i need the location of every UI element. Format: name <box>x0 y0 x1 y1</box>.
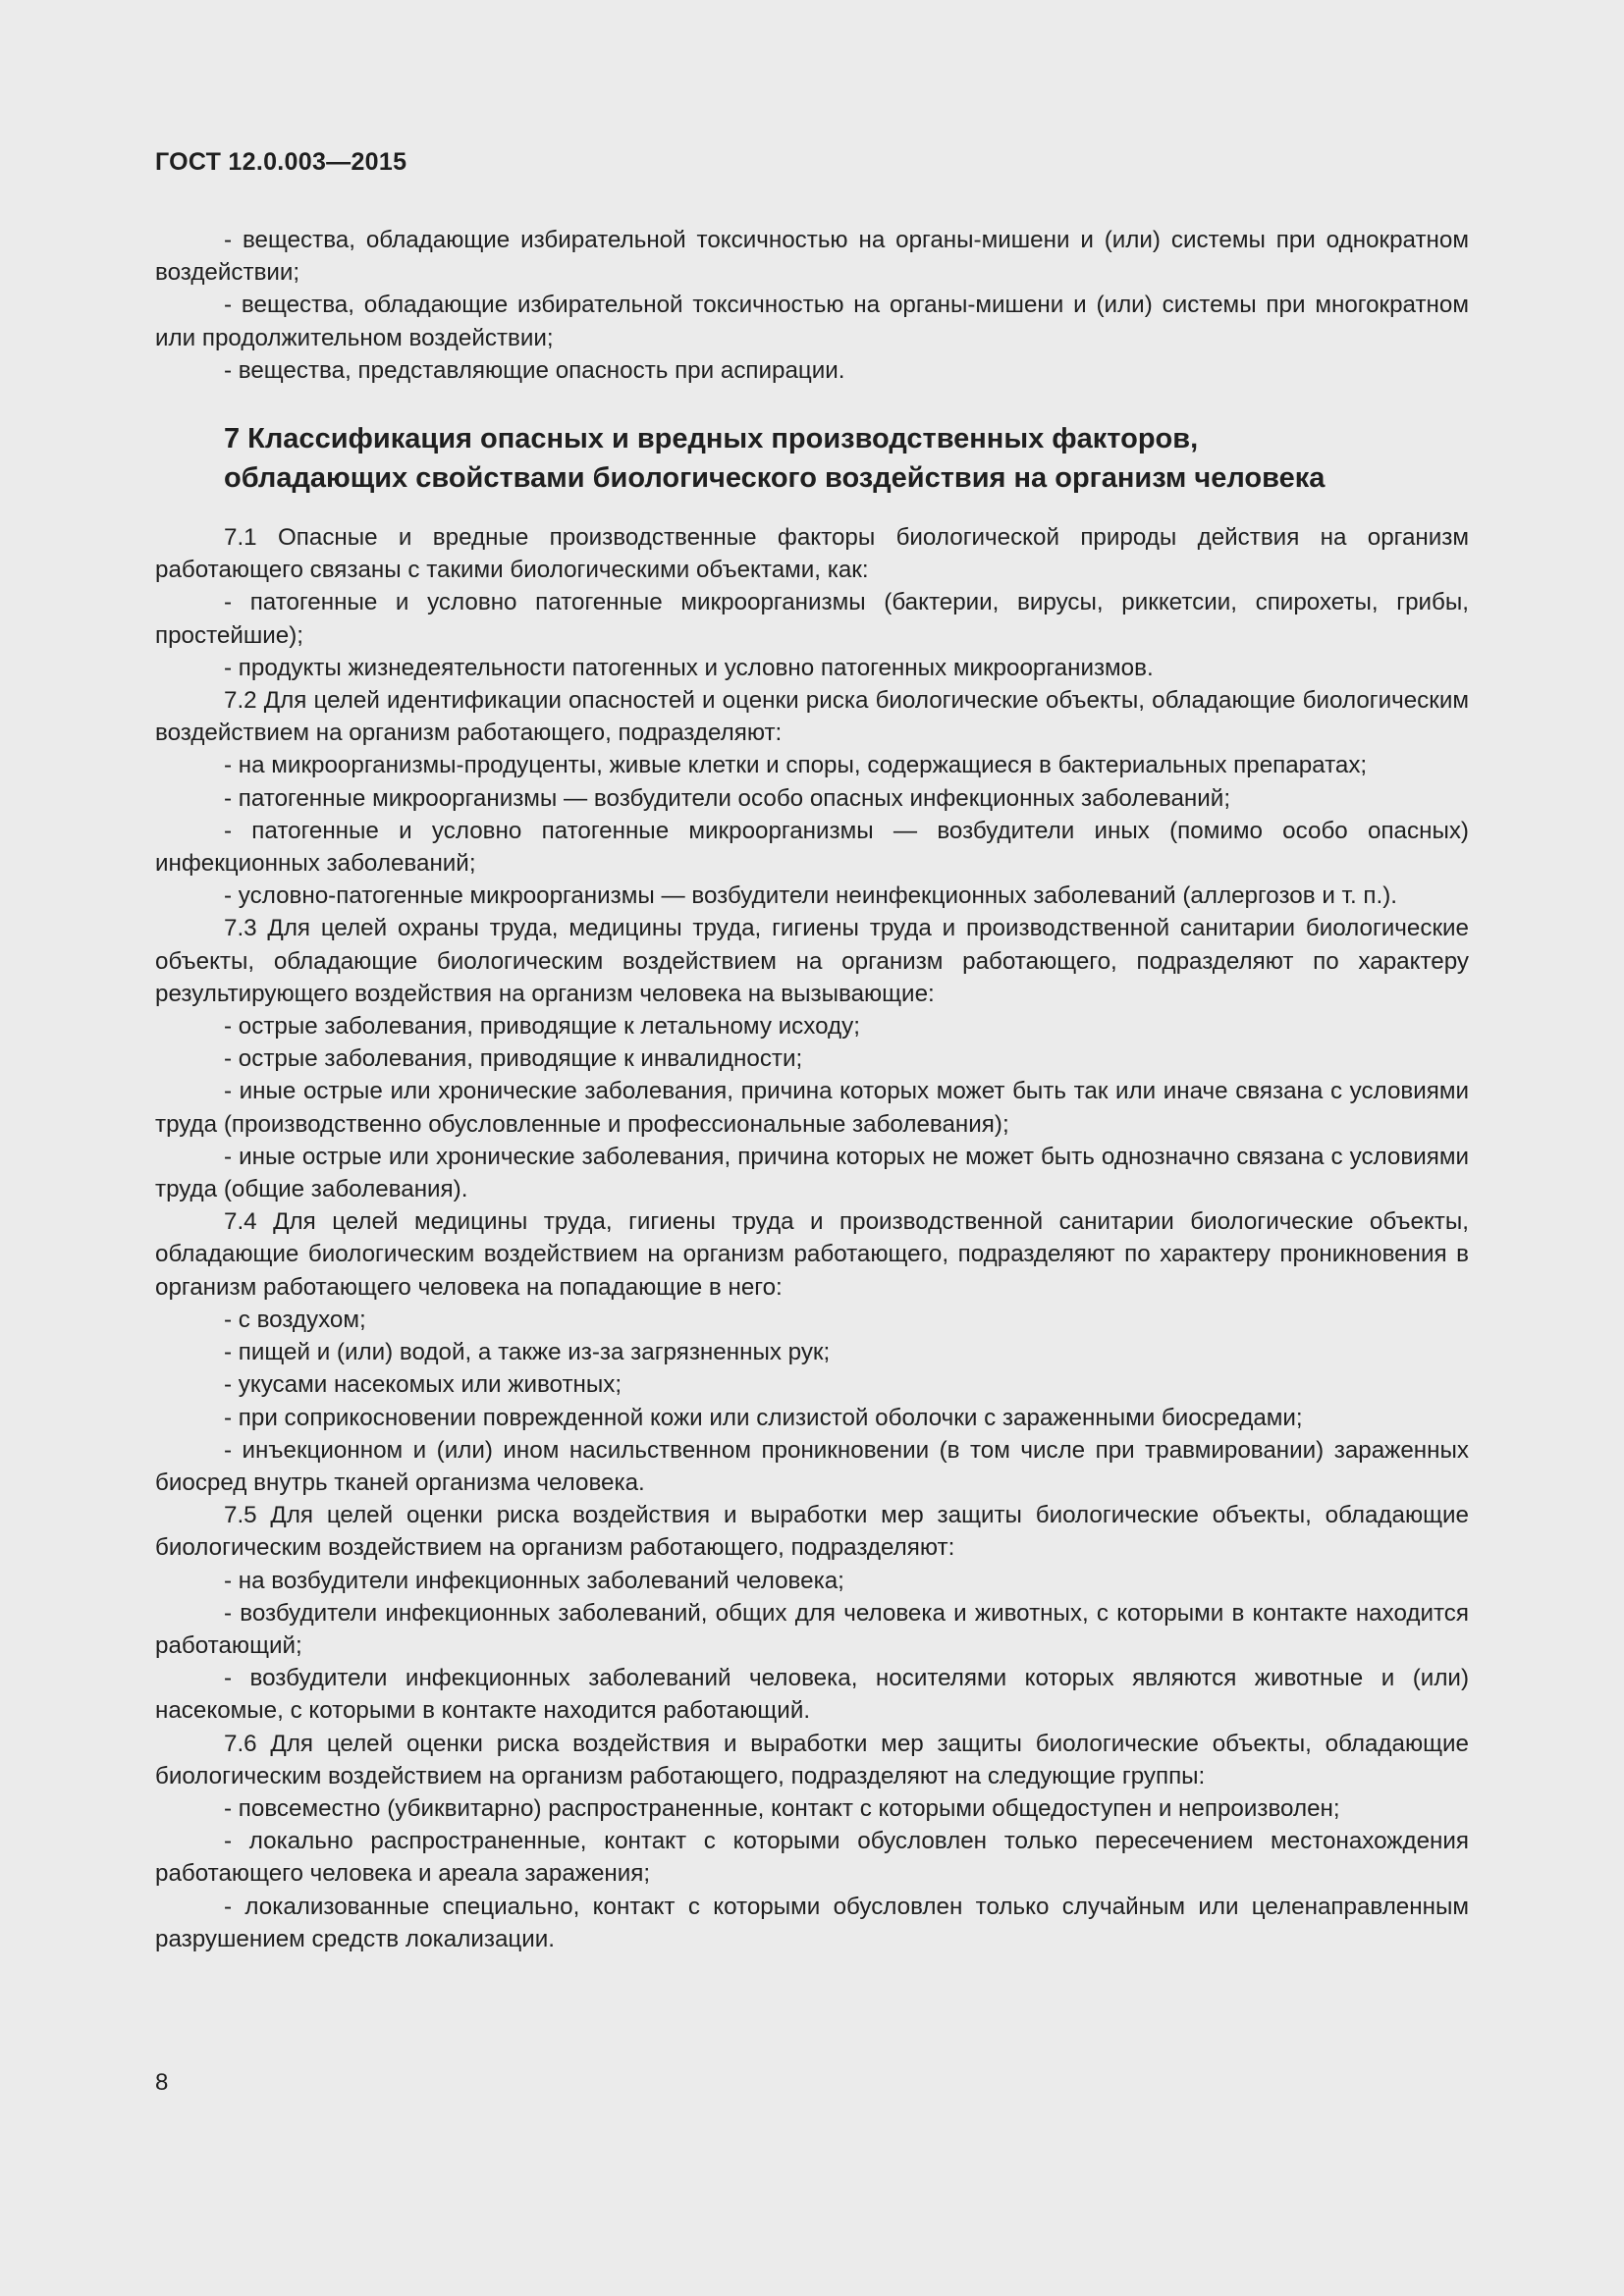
intro-item: - вещества, обладающие избирательной токсичностью на органы-мишени и (или) системы при многократном или продолжительном воздействии; <box>155 292 1469 351</box>
paragraph: - возбудители инфекционных заболеваний человека, носителями которых являются животные и (или) насекомые, с которыми в контакте находится работающий. <box>155 1665 1469 1725</box>
paragraph: - повсеместно (убиквитарно) распространенные, контакт с которыми общедоступен и непроизволен; <box>224 1794 1340 1822</box>
paragraph: 7.1 Опасные и вредные производственные факторы биологической природы действия на организм работающего связаны с такими биологическими объектами, как: <box>155 524 1469 584</box>
paragraph: - иные острые или хронические заболевания, причина которых не может быть однозначно связана с условиями труда (общие заболевания). <box>155 1143 1469 1203</box>
paragraph: - острые заболевания, приводящие к летальному исходу; <box>224 1013 860 1041</box>
paragraph: 7.6 Для целей оценки риска воздействия и выработки мер защиты биологические объекты, обладающие биологическим воздействием на организм работающего, подразделяют на следующие группы: <box>155 1730 1469 1789</box>
paragraph: - локализованные специально, контакт с которыми обусловлен только случайным или целенаправленным разрушением средств локализации. <box>155 1893 1469 1952</box>
paragraph: - на микроорганизмы-продуценты, живые клетки и споры, содержащиеся в бактериальных препаратах; <box>224 752 1368 779</box>
paragraph: - инъекционном и (или) ином насильственном проникновении (в том числе при травмировании) зараженных биосред внутрь тканей организма человека. <box>155 1436 1469 1496</box>
intro-item: - вещества, представляющие опасность при аспирации. <box>224 356 845 384</box>
paragraph: 7.3 Для целей охраны труда, медицины труда, гигиены труда и производственной санитарии биологические объекты, обладающие биологическим воздействием на организм работающего, подразделяют по характеру результирующего воздействия на организм человека на вызывающие: <box>155 915 1469 1007</box>
paragraph: - патогенные микроорганизмы — возбудители особо опасных инфекционных заболеваний; <box>224 784 1231 812</box>
document-header: ГОСТ 12.0.003—2015 <box>155 148 407 176</box>
paragraph: 7.5 Для целей оценки риска воздействия и выработки мер защиты биологические объекты, обладающие биологическим воздействием на организм работающего, подразделяют: <box>155 1502 1469 1562</box>
paragraph: - при соприкосновении поврежденной кожи или слизистой оболочки с зараженными биосредами; <box>224 1404 1303 1431</box>
paragraph: - иные острые или хронические заболевания, причина которых может быть так или иначе связана с условиями труда (производственно обусловленные и профессиональные заболевания); <box>155 1078 1469 1138</box>
paragraph: - острые заболевания, приводящие к инвалидности; <box>224 1045 803 1073</box>
paragraph: - патогенные и условно патогенные микроорганизмы (бактерии, вирусы, риккетсии, спирохеты, грибы, простейшие); <box>155 589 1469 649</box>
body-text <box>155 224 1469 1955</box>
paragraph: 7.4 Для целей медицины труда, гигиены труда и производственной санитарии биологические объекты, обладающие биологическим воздействием на организм работающего, подразделяют по характеру проникновения в организм работающего человека на попадающие в него: <box>155 1208 1469 1301</box>
section-title: 7 Классификация опасных и вредных производственных факторов, обладающих свойствами биологического воздействия на организм человека <box>224 423 1326 495</box>
paragraph: 7.2 Для целей идентификации опасностей и оценки риска биологические объекты, обладающие биологическим воздействием на организм работающего, подразделяют: <box>155 687 1469 747</box>
paragraph: - условно-патогенные микроорганизмы — возбудители неинфекционных заболеваний (аллергозов и т. п.). <box>224 882 1397 910</box>
paragraph: - патогенные и условно патогенные микроорганизмы — возбудители иных (помимо особо опасных) инфекционных заболеваний; <box>155 817 1469 878</box>
paragraph: - с воздухом; <box>224 1306 366 1333</box>
paragraph: - локально распространенные, контакт с которыми обусловлен только пересечением местонахождения работающего человека и ареала заражения; <box>155 1828 1469 1888</box>
paragraph: - на возбудители инфекционных заболеваний человека; <box>224 1567 844 1594</box>
paragraph: - пищей и (или) водой, а также из-за загрязненных рук; <box>224 1339 831 1366</box>
paragraph: - продукты жизнедеятельности патогенных и условно патогенных микроорганизмов. <box>224 654 1154 681</box>
paragraph: - возбудители инфекционных заболеваний, общих для человека и животных, с которыми в контакте находится работающий; <box>155 1599 1469 1659</box>
paragraph: - укусами насекомых или животных; <box>224 1371 623 1399</box>
page-number: 8 <box>155 2069 169 2096</box>
intro-item: - вещества, обладающие избирательной токсичностью на органы-мишени и (или) системы при однократном воздействии; <box>155 227 1469 287</box>
